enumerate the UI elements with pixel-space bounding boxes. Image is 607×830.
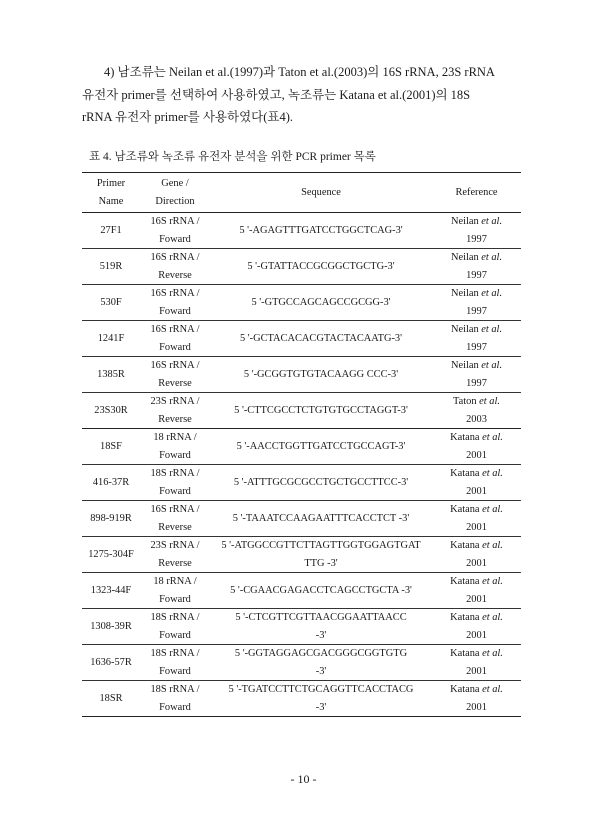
sequence-line-2: -3' bbox=[315, 629, 327, 641]
reference-author: Neilan bbox=[450, 360, 479, 371]
primer-table bbox=[82, 172, 521, 717]
gene-direction-cell bbox=[140, 573, 210, 609]
table-header-row bbox=[82, 173, 521, 213]
reference-author: Katana bbox=[450, 540, 480, 551]
reference-etal: et al. bbox=[482, 432, 503, 443]
gene-label: 18 rRNA / bbox=[153, 576, 197, 587]
table-row bbox=[82, 681, 521, 717]
reference-cell bbox=[432, 393, 521, 429]
reference-year: 1997 bbox=[466, 305, 487, 317]
reference-author: Katana bbox=[450, 612, 480, 623]
table-row bbox=[82, 393, 521, 429]
reference-year: 1997 bbox=[466, 269, 487, 281]
gene-direction-cell bbox=[140, 465, 210, 501]
reference-cell bbox=[432, 429, 521, 465]
primer-name-cell: 1323-44F bbox=[90, 584, 132, 596]
paragraph-line-3: rRNA 유전자 primer를 사용하였다(표4). bbox=[82, 110, 294, 124]
header-gene-line1: Gene / bbox=[161, 178, 189, 189]
gene-direction-cell bbox=[140, 501, 210, 537]
reference-year: 2001 bbox=[466, 701, 487, 713]
gene-label: 16S rRNA / bbox=[150, 324, 200, 335]
direction-label: Reverse bbox=[158, 413, 192, 425]
direction-label: Reverse bbox=[158, 377, 192, 389]
sequence-line-1: 5 '-GTGCCAGCAGCCGCGG-3' bbox=[251, 296, 391, 308]
primer-name-cell: 1636-57R bbox=[90, 656, 132, 668]
sequence-line-1: 5 '-GCGGTGTGTACAAGG CCC-3' bbox=[243, 368, 399, 380]
direction-label: Reverse bbox=[158, 557, 192, 569]
reference-cell bbox=[432, 501, 521, 537]
gene-label: 18S rRNA / bbox=[150, 468, 200, 479]
table-row bbox=[82, 213, 521, 249]
table-row bbox=[82, 645, 521, 681]
reference-cell bbox=[432, 465, 521, 501]
sequence-cell bbox=[210, 573, 432, 609]
sequence-line-1: 5 '-CTCGTTCGTTAACGGAATTAACC bbox=[235, 612, 407, 623]
sequence-cell bbox=[210, 501, 432, 537]
reference-year: 1997 bbox=[466, 233, 487, 245]
reference-etal: et al. bbox=[481, 288, 503, 299]
reference-author: Katana bbox=[450, 504, 480, 515]
sequence-line-1: 5 '-ATGGCCGTTCTTAGTTGGTGGAGTGAT bbox=[221, 540, 421, 551]
sequence-cell bbox=[210, 357, 432, 393]
gene-direction-cell bbox=[140, 429, 210, 465]
table-row bbox=[82, 573, 521, 609]
sequence-line-1: 5 '-GGTAGGAGCGACGGGCGGTGTG bbox=[234, 648, 408, 659]
primer-name-cell: 1241F bbox=[97, 332, 125, 344]
reference-year: 1997 bbox=[466, 341, 487, 353]
reference-author: Katana bbox=[450, 576, 480, 587]
gene-direction-cell bbox=[140, 681, 210, 717]
reference-etal: et al. bbox=[479, 396, 500, 407]
sequence-line-1: 5 '-CGAACGAGACCTCAGCCTGCTA -3' bbox=[230, 584, 412, 596]
sequence-cell bbox=[210, 213, 432, 249]
table-caption: 표 4. 남조류와 녹조류 유전자 분석을 위한 PCR primer 목록 bbox=[89, 151, 376, 163]
direction-label: Foward bbox=[159, 593, 191, 605]
reference-year: 2001 bbox=[466, 665, 487, 677]
gene-label: 18S rRNA / bbox=[150, 612, 200, 623]
header-name-line1: Primer bbox=[96, 178, 126, 189]
gene-label: 16S rRNA / bbox=[150, 216, 200, 227]
sequence-cell bbox=[210, 285, 432, 321]
direction-label: Foward bbox=[159, 341, 191, 353]
primer-name-cell: 18SR bbox=[99, 692, 123, 704]
reference-cell bbox=[432, 681, 521, 717]
reference-cell bbox=[432, 213, 521, 249]
reference-etal: et al. bbox=[481, 252, 503, 263]
header-reference: Reference bbox=[432, 173, 521, 213]
sequence-line-1: 5 '-AACCTGGTTGATCCTGCCAGT-3' bbox=[236, 440, 406, 452]
reference-etal: et al. bbox=[482, 684, 503, 695]
primer-name-cell: 416-37R bbox=[92, 476, 130, 488]
reference-year: 1997 bbox=[466, 377, 487, 389]
gene-direction-cell bbox=[140, 321, 210, 357]
header-gene-line2: Direction bbox=[155, 195, 195, 207]
page-number: - 10 - bbox=[290, 772, 317, 786]
sequence-line-2: TTG -3' bbox=[304, 557, 338, 569]
primer-name-cell: 1308-39R bbox=[90, 620, 132, 632]
sequence-line-1: 5 '-CTTCGCCTCTGTGTGCCTAGGT-3' bbox=[234, 404, 408, 416]
reference-year: 2001 bbox=[466, 629, 487, 641]
direction-label: Reverse bbox=[158, 521, 192, 533]
reference-year: 2001 bbox=[466, 593, 487, 605]
sequence-line-1: 5 '-AGAGTTTGATCCTGGCTCAG-3' bbox=[239, 224, 403, 236]
sequence-line-2: -3' bbox=[315, 665, 327, 677]
gene-direction-cell bbox=[140, 645, 210, 681]
reference-author: Katana bbox=[450, 468, 480, 479]
reference-etal: et al. bbox=[482, 540, 503, 551]
reference-etal: et al. bbox=[481, 360, 503, 371]
primer-name-cell: 898-919R bbox=[90, 512, 132, 524]
gene-label: 23S rRNA / bbox=[150, 396, 200, 407]
reference-author: Katana bbox=[450, 432, 480, 443]
reference-author: Neilan bbox=[450, 216, 479, 227]
sequence-line-1: 5 '-ATTTGCGCGCCTGCTGCCTTCC-3' bbox=[233, 476, 409, 488]
table-row bbox=[82, 357, 521, 393]
gene-label: 18S rRNA / bbox=[150, 648, 200, 659]
sequence-cell bbox=[210, 465, 432, 501]
paragraph-line-1: 4) 남조류는 Neilan et al.(1997)과 Taton et al.(2003)의 16S rRNA, 23S rRNA bbox=[104, 65, 495, 79]
table-row bbox=[82, 321, 521, 357]
gene-label: 18 rRNA / bbox=[153, 432, 197, 443]
table-row bbox=[82, 249, 521, 285]
reference-cell bbox=[432, 321, 521, 357]
body-paragraph bbox=[82, 61, 528, 129]
reference-etal: et al. bbox=[482, 576, 503, 587]
reference-year: 2001 bbox=[466, 485, 487, 497]
reference-author: Taton bbox=[453, 396, 477, 407]
sequence-cell bbox=[210, 681, 432, 717]
primer-name-cell: 1275-304F bbox=[88, 548, 134, 560]
sequence-line-2: -3' bbox=[315, 701, 327, 713]
header-primer-name bbox=[82, 173, 140, 213]
gene-direction-cell bbox=[140, 357, 210, 393]
table-body bbox=[82, 213, 521, 717]
direction-label: Foward bbox=[159, 449, 191, 461]
table-row bbox=[82, 429, 521, 465]
gene-label: 16S rRNA / bbox=[150, 504, 200, 515]
gene-label: 16S rRNA / bbox=[150, 288, 200, 299]
reference-cell bbox=[432, 573, 521, 609]
direction-label: Foward bbox=[159, 701, 191, 713]
reference-author: Neilan bbox=[450, 252, 479, 263]
sequence-line-1: 5 '-GTATTACCGCGGCTGCTG-3' bbox=[247, 260, 395, 272]
direction-label: Foward bbox=[159, 485, 191, 497]
primer-name-cell: 23S30R bbox=[94, 404, 128, 416]
gene-label: 16S rRNA / bbox=[150, 252, 200, 263]
reference-etal: et al. bbox=[481, 324, 503, 335]
reference-cell bbox=[432, 357, 521, 393]
primer-name-cell: 519R bbox=[99, 260, 123, 272]
gene-direction-cell bbox=[140, 393, 210, 429]
reference-year: 2003 bbox=[466, 413, 487, 425]
primer-name-cell: 18SF bbox=[100, 440, 122, 452]
reference-author: Neilan bbox=[450, 288, 479, 299]
gene-direction-cell bbox=[140, 609, 210, 645]
reference-etal: et al. bbox=[482, 648, 503, 659]
direction-label: Reverse bbox=[158, 269, 192, 281]
gene-direction-cell bbox=[140, 537, 210, 573]
gene-direction-cell bbox=[140, 213, 210, 249]
reference-cell bbox=[432, 285, 521, 321]
primer-name-cell: 1385R bbox=[97, 368, 125, 380]
reference-author: Katana bbox=[450, 684, 480, 695]
sequence-line-1: 5 '-TAAATCCAAGAATTTCACCTCT -3' bbox=[232, 512, 410, 524]
gene-direction-cell bbox=[140, 249, 210, 285]
direction-label: Foward bbox=[159, 233, 191, 245]
reference-year: 2001 bbox=[466, 449, 487, 461]
reference-etal: et al. bbox=[481, 216, 503, 227]
reference-author: Katana bbox=[450, 648, 480, 659]
sequence-cell bbox=[210, 321, 432, 357]
sequence-cell bbox=[210, 393, 432, 429]
header-sequence: Sequence bbox=[210, 173, 432, 213]
reference-etal: et al. bbox=[482, 612, 503, 623]
table-row bbox=[82, 285, 521, 321]
primer-name-cell: 530F bbox=[100, 296, 122, 308]
gene-label: 16S rRNA / bbox=[150, 360, 200, 371]
reference-cell bbox=[432, 609, 521, 645]
primer-name-cell: 27F1 bbox=[100, 224, 122, 236]
table-row bbox=[82, 609, 521, 645]
sequence-cell bbox=[210, 429, 432, 465]
reference-cell bbox=[432, 645, 521, 681]
direction-label: Foward bbox=[159, 629, 191, 641]
direction-label: Foward bbox=[159, 665, 191, 677]
header-gene-direction bbox=[140, 173, 210, 213]
reference-etal: et al. bbox=[482, 468, 503, 479]
paragraph-line-2: 유전자 primer를 선택하여 사용하였고, 녹조류는 Katana et al.(2001)의 18S bbox=[82, 87, 471, 102]
gene-label: 23S rRNA / bbox=[150, 540, 200, 551]
reference-etal: et al. bbox=[482, 504, 503, 515]
reference-cell bbox=[432, 537, 521, 573]
sequence-line-1: 5 '-GCTACACACGTACTACAATG-3' bbox=[239, 332, 402, 344]
sequence-cell bbox=[210, 537, 432, 573]
reference-author: Neilan bbox=[450, 324, 479, 335]
reference-cell bbox=[432, 249, 521, 285]
sequence-cell bbox=[210, 249, 432, 285]
sequence-line-1: 5 '-TGATCCTTCTGCAGGTTCACCTACG bbox=[228, 684, 414, 695]
table-row bbox=[82, 537, 521, 573]
table-row bbox=[82, 465, 521, 501]
header-name-line2: Name bbox=[98, 195, 124, 207]
gene-direction-cell bbox=[140, 285, 210, 321]
sequence-cell bbox=[210, 645, 432, 681]
table-row bbox=[82, 501, 521, 537]
sequence-cell bbox=[210, 609, 432, 645]
reference-year: 2001 bbox=[466, 521, 487, 533]
reference-year: 2001 bbox=[466, 557, 487, 569]
direction-label: Foward bbox=[159, 305, 191, 317]
gene-label: 18S rRNA / bbox=[150, 684, 200, 695]
